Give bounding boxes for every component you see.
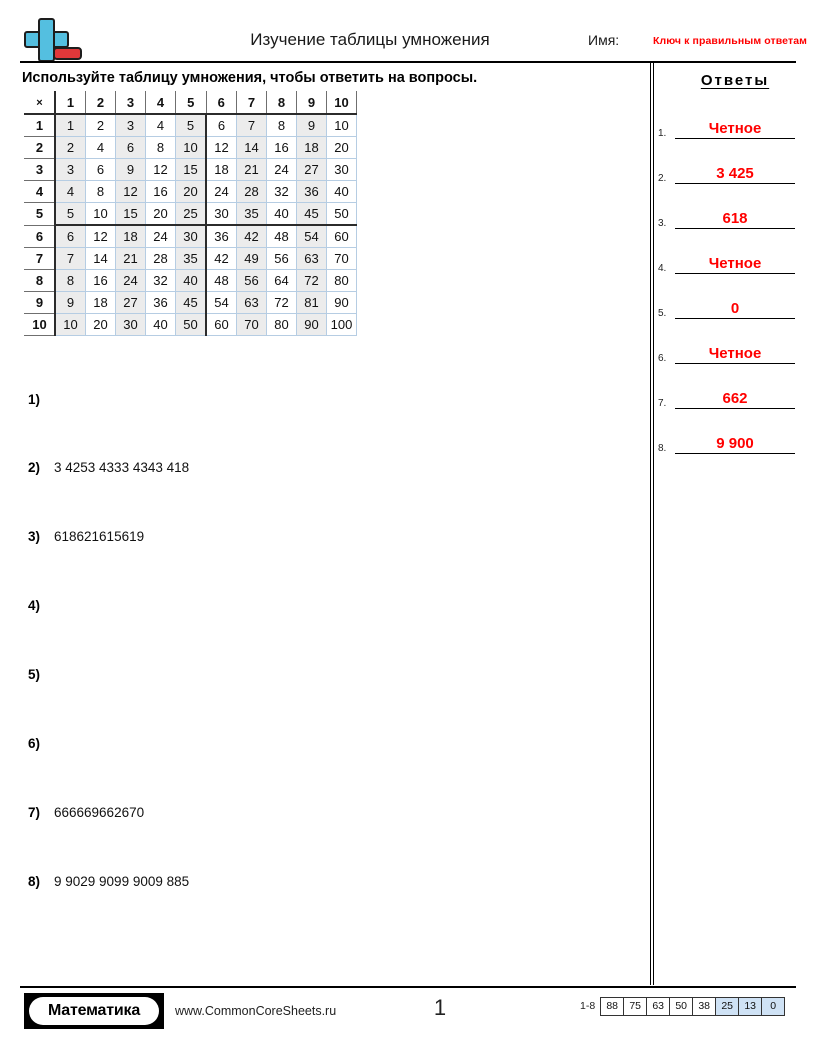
- question-number: 5): [28, 667, 41, 682]
- table-cell: 32: [146, 270, 176, 292]
- table-cell: 45: [176, 292, 207, 314]
- table-cell: 21: [116, 248, 146, 270]
- table-col-header-6: 6: [206, 92, 237, 115]
- table-cell: 10: [86, 203, 116, 226]
- table-cell: 18: [86, 292, 116, 314]
- table-cell: 36: [297, 181, 327, 203]
- table-cell: 21: [237, 159, 267, 181]
- table-corner-cell: ×: [25, 92, 56, 115]
- table-cell: 16: [267, 137, 297, 159]
- answer-value: 3 425: [716, 165, 754, 182]
- score-range-label: 1-8: [580, 1000, 596, 1012]
- table-cell: 12: [146, 159, 176, 181]
- table-cell: 35: [176, 248, 207, 270]
- table-cell: 6: [86, 159, 116, 181]
- table-body: [25, 114, 357, 336]
- table-cell: 40: [176, 270, 207, 292]
- table-cell: 10: [55, 314, 86, 336]
- multiplication-table: [24, 91, 357, 336]
- table-cell: 45: [297, 203, 327, 226]
- table-cell: 5: [176, 114, 207, 137]
- question-number: 4): [28, 598, 41, 613]
- table-cell: 18: [116, 225, 146, 248]
- table-cell: 90: [297, 314, 327, 336]
- table-cell: 40: [267, 203, 297, 226]
- question-item: [28, 736, 628, 751]
- question-item: [28, 392, 628, 407]
- table-cell: 36: [206, 225, 237, 248]
- answer-row: [658, 104, 808, 139]
- page-header: [20, 18, 808, 62]
- table-col-header-4: 4: [146, 92, 176, 115]
- table-cell: 4: [86, 137, 116, 159]
- table-cell: 8: [146, 137, 176, 159]
- table-row-header-6: 6: [25, 225, 56, 248]
- answer-row: [658, 239, 808, 274]
- table-cell: 1: [55, 114, 86, 137]
- table-cell: 10: [176, 137, 207, 159]
- table-cell: 64: [267, 270, 297, 292]
- table-cell: 24: [116, 270, 146, 292]
- score-cell: 38: [693, 997, 716, 1015]
- table-cell: 48: [206, 270, 237, 292]
- table-cell: 42: [237, 225, 267, 248]
- table-cell: 6: [116, 137, 146, 159]
- table-cell: 25: [176, 203, 207, 226]
- table-cell: 28: [237, 181, 267, 203]
- answer-row: [658, 284, 808, 319]
- score-cell: 25: [716, 997, 739, 1015]
- table-col-header-9: 9: [297, 92, 327, 115]
- table-cell: 49: [237, 248, 267, 270]
- table-header-row: [25, 92, 357, 115]
- answer-index: 3.: [658, 218, 667, 229]
- table-row: [25, 248, 357, 270]
- answer-value: 618: [722, 210, 748, 227]
- score-cell: 50: [670, 997, 693, 1015]
- table-cell: 20: [86, 314, 116, 336]
- question-number: 7): [28, 805, 41, 820]
- answer-value: Четное: [708, 345, 762, 362]
- brand-logo: [24, 993, 164, 1029]
- score-cell: 0: [762, 997, 785, 1015]
- table-col-header-2: 2: [86, 92, 116, 115]
- table-cell: 18: [206, 159, 237, 181]
- table-cell: 56: [237, 270, 267, 292]
- table-cell: 14: [86, 248, 116, 270]
- table-cell: 60: [206, 314, 237, 336]
- answer-index: 7.: [658, 398, 667, 409]
- table-cell: 3: [116, 114, 146, 137]
- table-cell: 35: [237, 203, 267, 226]
- answers-heading: Ответы: [700, 72, 770, 89]
- header-divider: [20, 61, 796, 63]
- table-cell: 24: [267, 159, 297, 181]
- answer-value: 9 900: [716, 435, 754, 452]
- table-row: [25, 159, 357, 181]
- score-cell: 63: [647, 997, 670, 1015]
- answer-blank-line[interactable]: [675, 273, 795, 274]
- question-number: 1): [28, 392, 41, 407]
- table-cell: 10: [327, 114, 357, 137]
- table-cell: 72: [297, 270, 327, 292]
- table-col-header-3: 3: [116, 92, 146, 115]
- question-number: 6): [28, 736, 41, 751]
- table-row: [25, 270, 357, 292]
- table-cell: 2: [55, 137, 86, 159]
- answer-row: [658, 374, 808, 409]
- table-cell: 40: [327, 181, 357, 203]
- table-row: [25, 114, 357, 137]
- answer-blank-line[interactable]: [675, 318, 795, 319]
- answer-row: [658, 149, 808, 184]
- table-cell: 27: [297, 159, 327, 181]
- table-cell: 30: [116, 314, 146, 336]
- score-cell: 13: [739, 997, 762, 1015]
- table-row-header-3: 3: [25, 159, 56, 181]
- table-cell: 40: [146, 314, 176, 336]
- table-cell: 12: [116, 181, 146, 203]
- answer-index: 5.: [658, 308, 667, 319]
- answer-key-badge: Ключ к правильным ответам: [652, 35, 808, 47]
- table-cell: 15: [176, 159, 207, 181]
- table-cell: 36: [146, 292, 176, 314]
- table-cell: 100: [327, 314, 357, 336]
- answer-blank-line[interactable]: [675, 183, 795, 184]
- table-cell: 90: [327, 292, 357, 314]
- question-item: [28, 460, 628, 475]
- table-cell: 63: [297, 248, 327, 270]
- table-cell: 5: [55, 203, 86, 226]
- table-col-header-7: 7: [237, 92, 267, 115]
- answer-index: 2.: [658, 173, 667, 184]
- answer-value: 662: [722, 390, 748, 407]
- question-text: 618621615619: [54, 529, 145, 544]
- table-cell: 18: [297, 137, 327, 159]
- answer-blank-line[interactable]: [675, 363, 795, 364]
- table-cell: 14: [237, 137, 267, 159]
- table-cell: 50: [327, 203, 357, 226]
- table-cell: 80: [327, 270, 357, 292]
- table-cell: 7: [55, 248, 86, 270]
- table-cell: 9: [55, 292, 86, 314]
- answer-value: Четное: [708, 255, 762, 272]
- table-cell: 16: [86, 270, 116, 292]
- score-scale: [580, 996, 785, 1016]
- table-cell: 70: [327, 248, 357, 270]
- table-row-header-8: 8: [25, 270, 56, 292]
- table-cell: 81: [297, 292, 327, 314]
- answer-index: 1.: [658, 128, 667, 139]
- table-col-header-10: 10: [327, 92, 357, 115]
- answer-blank-line[interactable]: [675, 408, 795, 409]
- table-cell: 2: [86, 114, 116, 137]
- table-cell: 9: [297, 114, 327, 137]
- table-cell: 56: [267, 248, 297, 270]
- table-cell: 27: [116, 292, 146, 314]
- table-row-header-1: 1: [25, 114, 56, 137]
- table-cell: 72: [267, 292, 297, 314]
- score-cell: 75: [624, 997, 647, 1015]
- table-cell: 20: [146, 203, 176, 226]
- name-field-label: Имя:: [588, 32, 620, 48]
- table-cell: 8: [86, 181, 116, 203]
- answer-row: [658, 329, 808, 364]
- table-cell: 15: [116, 203, 146, 226]
- table-cell: 16: [146, 181, 176, 203]
- table-row-header-9: 9: [25, 292, 56, 314]
- instruction-text: Используйте таблицу умножения, чтобы ответить на вопросы.: [22, 70, 478, 86]
- table-cell: 42: [206, 248, 237, 270]
- table-cell: 50: [176, 314, 207, 336]
- table-cell: 6: [55, 225, 86, 248]
- table-col-header-1: 1: [55, 92, 86, 115]
- answer-value: 0: [730, 300, 740, 317]
- math-plus-minus-logo-icon: [20, 18, 82, 62]
- table-cell: 8: [55, 270, 86, 292]
- table-row: [25, 225, 357, 248]
- table-cell: 60: [327, 225, 357, 248]
- table-cell: 30: [206, 203, 237, 226]
- page-title: Изучение таблицы умножения: [250, 30, 490, 49]
- question-item: [28, 598, 628, 613]
- table-row-header-7: 7: [25, 248, 56, 270]
- table-cell: 12: [86, 225, 116, 248]
- answer-blank-line[interactable]: [675, 453, 795, 454]
- table-row: [25, 137, 357, 159]
- site-url: www.CommonCoreSheets.ru: [175, 1004, 337, 1018]
- table-cell: 63: [237, 292, 267, 314]
- table-cell: 48: [267, 225, 297, 248]
- table-cell: 20: [327, 137, 357, 159]
- table-row-header-4: 4: [25, 181, 56, 203]
- table-cell: 24: [206, 181, 237, 203]
- table-cell: 54: [297, 225, 327, 248]
- table-cell: 3: [55, 159, 86, 181]
- question-number: 8): [28, 874, 41, 889]
- table-col-header-5: 5: [176, 92, 207, 115]
- table-row: [25, 181, 357, 203]
- table-cell: 70: [237, 314, 267, 336]
- score-cell: 88: [601, 997, 624, 1015]
- table-cell: 80: [267, 314, 297, 336]
- answer-row: [658, 194, 808, 229]
- table-cell: 32: [267, 181, 297, 203]
- table-row-header-2: 2: [25, 137, 56, 159]
- question-number: 2): [28, 460, 41, 475]
- table-row: [25, 203, 357, 226]
- table-cell: 12: [206, 137, 237, 159]
- answer-index: 6.: [658, 353, 667, 364]
- answer-blank-line[interactable]: [675, 138, 795, 139]
- table-col-header-8: 8: [267, 92, 297, 115]
- question-item: [28, 667, 628, 682]
- column-divider: [650, 62, 654, 985]
- table-cell: 20: [176, 181, 207, 203]
- answer-index: 8.: [658, 443, 667, 454]
- answer-blank-line[interactable]: [675, 228, 795, 229]
- question-item: [28, 805, 628, 820]
- table-cell: 8: [267, 114, 297, 137]
- footer-divider: [20, 986, 796, 988]
- table-cell: 30: [176, 225, 207, 248]
- answer-value: Четное: [708, 120, 762, 137]
- question-number: 3): [28, 529, 41, 544]
- question-item: [28, 874, 628, 889]
- question-item: [28, 529, 628, 544]
- brand-label: Математика: [47, 1002, 141, 1019]
- table-cell: 54: [206, 292, 237, 314]
- score-table: [600, 997, 785, 1016]
- question-text: 3 4253 4333 4343 418: [54, 460, 190, 475]
- table-cell: 24: [146, 225, 176, 248]
- answer-row: [658, 419, 808, 454]
- table-cell: 6: [206, 114, 237, 137]
- score-row: [601, 997, 785, 1015]
- table-row-header-5: 5: [25, 203, 56, 226]
- page-number: 1: [433, 995, 447, 1020]
- table-cell: 30: [327, 159, 357, 181]
- answer-index: 4.: [658, 263, 667, 274]
- table-cell: 7: [237, 114, 267, 137]
- table-row: [25, 292, 357, 314]
- question-text: 9 9029 9099 9009 885: [54, 874, 190, 889]
- table-cell: 4: [146, 114, 176, 137]
- table-row-header-10: 10: [25, 314, 56, 336]
- table-cell: 28: [146, 248, 176, 270]
- question-text: 666669662670: [54, 805, 145, 820]
- table-row: [25, 314, 357, 336]
- table-cell: 9: [116, 159, 146, 181]
- table-cell: 4: [55, 181, 86, 203]
